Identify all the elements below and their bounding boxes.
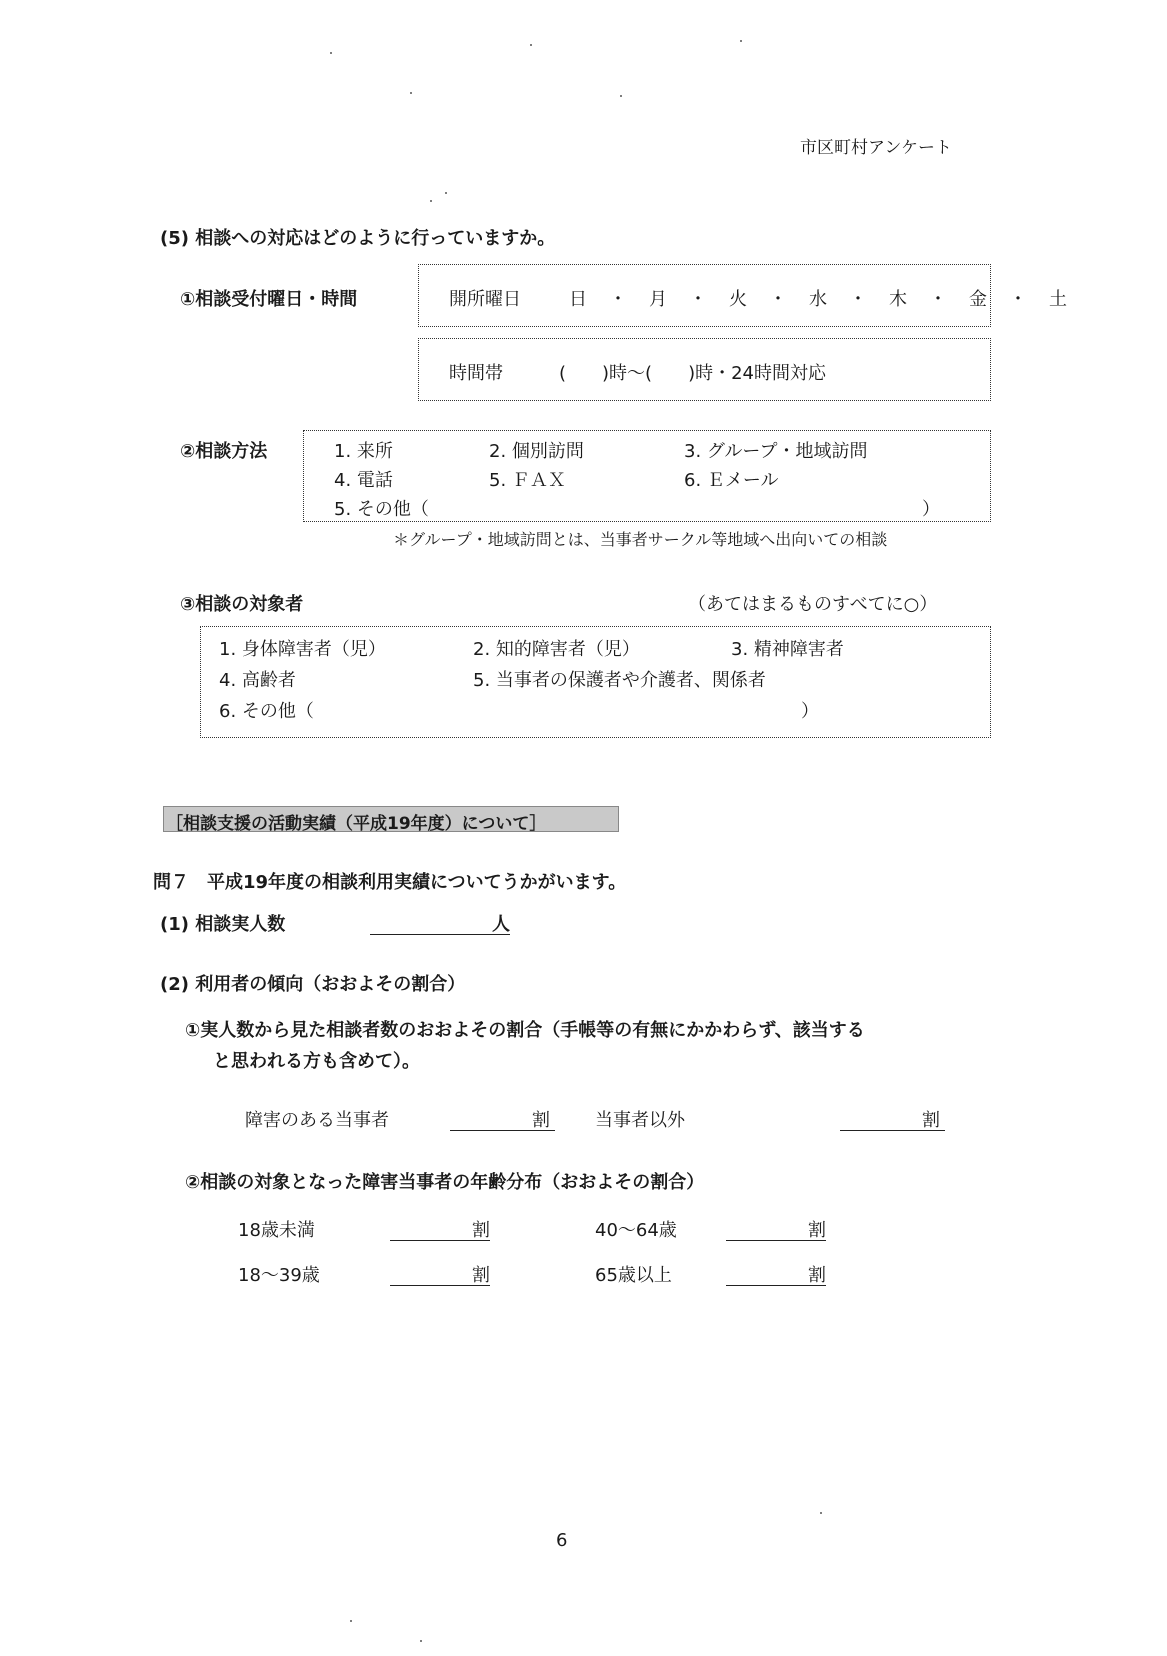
trend-sub1-line2: と思われる方も含めて）。 [213, 1051, 420, 1072]
other-ratio-unit: 割 [922, 1110, 940, 1131]
day-sat[interactable]: 土 [1049, 289, 1067, 310]
method-opt-2[interactable]: 2. 個別訪問 [489, 441, 584, 462]
actual-count-input[interactable] [370, 934, 510, 935]
day-sep: ・ [1009, 289, 1027, 310]
age-18-39-label: 18〜39歳 [238, 1265, 320, 1286]
time-label: 時間帯 [449, 363, 503, 384]
target-opt-1[interactable]: 1. 身体障害者（児） [219, 639, 386, 660]
target-close-paren: ） [801, 701, 819, 722]
age-40-64-unit: 割 [808, 1220, 826, 1241]
disabled-ratio-unit: 割 [532, 1110, 550, 1131]
day-tue[interactable]: 火 [729, 289, 747, 310]
q7-heading: 問７ 平成19年度の相談利用実績についてうかがいます。 [153, 872, 627, 893]
method-opt-5[interactable]: 5. ＦＡＸ [489, 470, 566, 491]
day-sep: ・ [929, 289, 947, 310]
method-close-paren: ） [922, 499, 940, 520]
day-sun[interactable]: 日 [569, 289, 587, 310]
age-65plus-label: 65歳以上 [595, 1265, 672, 1286]
days-list [569, 285, 1067, 311]
method-opt-1[interactable]: 1. 来所 [334, 441, 393, 462]
reception-label: ①相談受付曜日・時間 [180, 289, 358, 310]
age-65plus-unit: 割 [808, 1265, 826, 1286]
target-opt-5[interactable]: 5. 当事者の保護者や介護者、関係者 [473, 670, 766, 691]
days-box [418, 264, 1067, 327]
disabled-label: 障害のある当事者 [245, 1110, 389, 1131]
age-40-64-label: 40〜64歳 [595, 1220, 677, 1241]
actual-count-unit: 人 [492, 914, 510, 935]
day-thu[interactable]: 木 [889, 289, 907, 310]
day-mon[interactable]: 月 [649, 289, 667, 310]
day-sep: ・ [769, 289, 787, 310]
day-wed[interactable]: 水 [809, 289, 827, 310]
method-box [303, 430, 991, 522]
age-under18-label: 18歳未満 [238, 1220, 315, 1241]
page-number: 6 [556, 1530, 568, 1551]
day-sep: ・ [689, 289, 707, 310]
day-fri[interactable]: 金 [969, 289, 987, 310]
survey-label: 市区町村アンケート [800, 138, 952, 158]
time-text[interactable]: ( )時〜( )時・24時間対応 [559, 363, 826, 384]
day-sep: ・ [609, 289, 627, 310]
target-label: ③相談の対象者 [180, 594, 304, 615]
age-18-39-unit: 割 [472, 1265, 490, 1286]
q5-heading: (5) 相談への対応はどのように行っていますか。 [160, 228, 556, 249]
target-opt-3[interactable]: 3. 精神障害者 [731, 639, 844, 660]
method-opt-6[interactable]: 6. Ｅメール [684, 470, 779, 491]
method-opt-4[interactable]: 4. 電話 [334, 470, 393, 491]
age-under18-unit: 割 [472, 1220, 490, 1241]
target-instruction: （あてはまるものすべてに○） [688, 594, 938, 615]
section-header: ［相談支援の活動実績（平成19年度）について］ [166, 814, 547, 834]
day-sep: ・ [849, 289, 867, 310]
actual-count-label: (1) 相談実人数 [160, 914, 286, 935]
days-label: 開所曜日 [449, 289, 521, 310]
target-opt-4[interactable]: 4. 高齢者 [219, 670, 296, 691]
trend-sub2: ②相談の対象となった障害当事者の年齢分布（おおよその割合） [185, 1172, 705, 1193]
method-opt-3[interactable]: 3. グループ・地域訪問 [684, 441, 868, 462]
time-box [418, 338, 991, 401]
trend-label: (2) 利用者の傾向（おおよその割合） [160, 974, 466, 995]
target-opt-2[interactable]: 2. 知的障害者（児） [473, 639, 640, 660]
other-label: 当事者以外 [595, 1110, 685, 1131]
method-label: ②相談方法 [180, 441, 268, 462]
trend-sub1-line1: ①実人数から見た相談者数のおおよその割合（手帳等の有無にかかわらず、該当する [185, 1020, 865, 1041]
method-note: ＊グループ・地域訪問とは、当事者サークル等地域へ出向いての相談 [393, 530, 888, 549]
target-box [200, 626, 991, 738]
method-opt-other[interactable]: 5. その他（ [334, 499, 429, 520]
target-opt-other[interactable]: 6. その他（ [219, 701, 314, 722]
